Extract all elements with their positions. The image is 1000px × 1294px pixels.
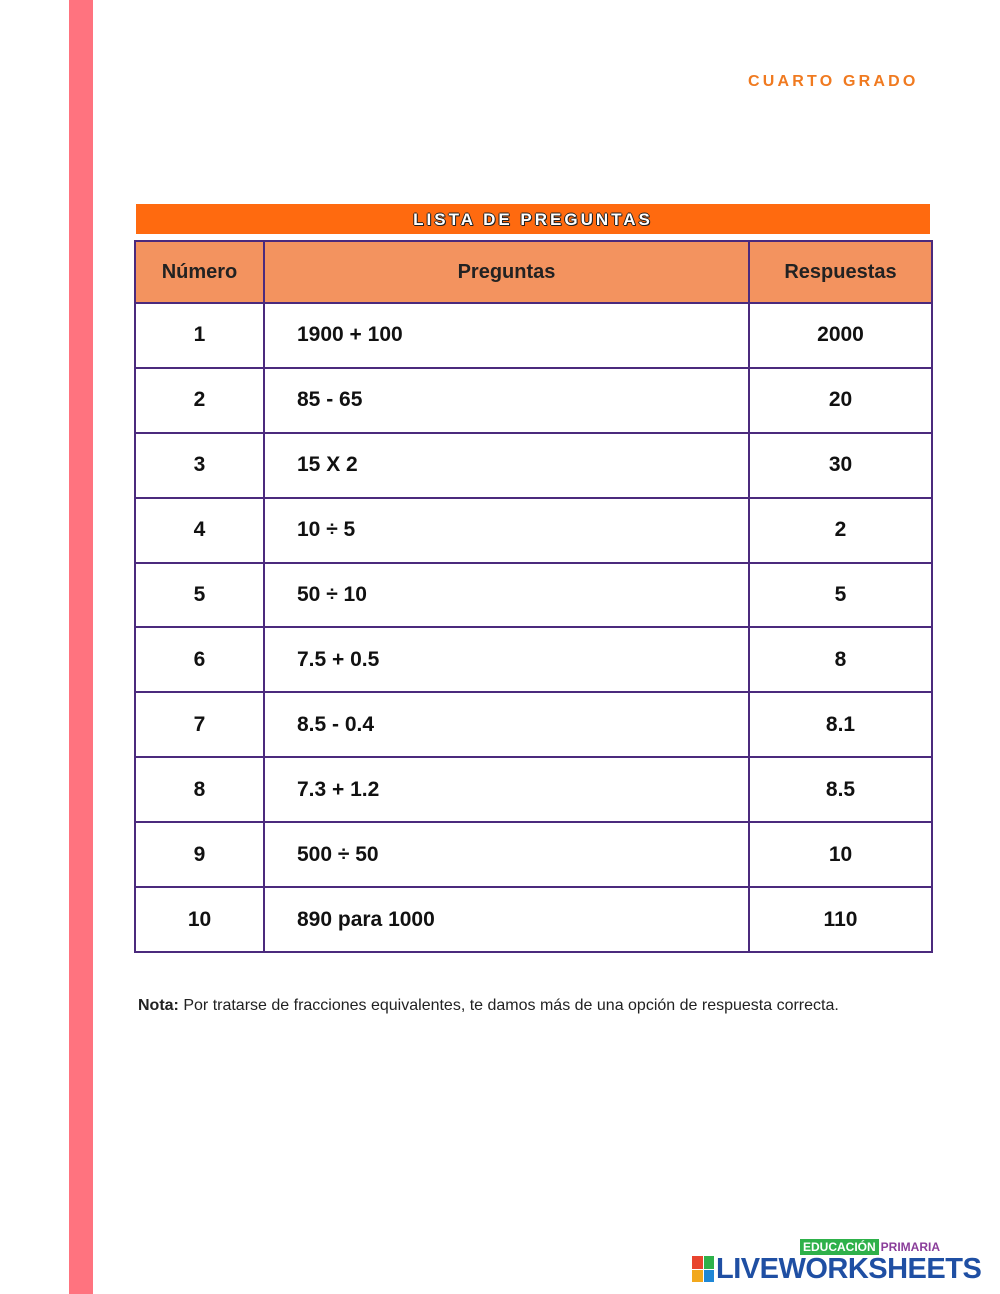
row-question: 890 para 1000 bbox=[264, 887, 749, 952]
row-number: 5 bbox=[135, 563, 264, 628]
column-header-number: Número bbox=[135, 241, 264, 303]
liveworksheets-logo bbox=[692, 1238, 992, 1288]
row-answer[interactable]: 110 bbox=[749, 887, 932, 952]
edu-label: EDUCACIÓN bbox=[800, 1239, 879, 1255]
table-title: LISTA DE PREGUNTAS bbox=[136, 204, 930, 234]
row-question: 10 ÷ 5 bbox=[264, 498, 749, 563]
table-row bbox=[135, 887, 932, 952]
table-row bbox=[135, 433, 932, 498]
table-row bbox=[135, 692, 932, 757]
row-question: 1900 + 100 bbox=[264, 303, 749, 368]
live-blocks-icon bbox=[692, 1256, 714, 1282]
row-answer[interactable]: 8.5 bbox=[749, 757, 932, 822]
page-margin-bar bbox=[69, 0, 93, 1294]
row-question: 85 - 65 bbox=[264, 368, 749, 433]
row-number: 7 bbox=[135, 692, 264, 757]
row-number: 2 bbox=[135, 368, 264, 433]
row-answer[interactable]: 10 bbox=[749, 822, 932, 887]
row-question: 8.5 - 0.4 bbox=[264, 692, 749, 757]
column-header-questions: Preguntas bbox=[264, 241, 749, 303]
table-row bbox=[135, 368, 932, 433]
row-question: 50 ÷ 10 bbox=[264, 563, 749, 628]
questions-table bbox=[134, 240, 933, 953]
brand-wordmark bbox=[692, 1254, 981, 1284]
note bbox=[138, 997, 938, 1015]
row-question: 500 ÷ 50 bbox=[264, 822, 749, 887]
table-row bbox=[135, 757, 932, 822]
table-row bbox=[135, 498, 932, 563]
note-label: Nota: bbox=[138, 997, 179, 1014]
table-row bbox=[135, 303, 932, 368]
table-row bbox=[135, 563, 932, 628]
row-answer[interactable]: 2 bbox=[749, 498, 932, 563]
grade-label: CUARTO GRADO bbox=[748, 73, 919, 90]
row-answer[interactable]: 30 bbox=[749, 433, 932, 498]
primaria-label: PRIMARIA bbox=[880, 1240, 941, 1254]
column-header-answers: Respuestas bbox=[749, 241, 932, 303]
table-row bbox=[135, 627, 932, 692]
row-number: 10 bbox=[135, 887, 264, 952]
note-text: Por tratarse de fracciones equivalentes, te damos más de una opción de respuesta correcta. bbox=[183, 997, 839, 1014]
table-header-row bbox=[135, 241, 932, 303]
brand-name: LIVEWORKSHEETS bbox=[716, 1252, 982, 1285]
row-answer[interactable]: 8 bbox=[749, 627, 932, 692]
row-number: 4 bbox=[135, 498, 264, 563]
table-row bbox=[135, 822, 932, 887]
row-answer[interactable]: 8.1 bbox=[749, 692, 932, 757]
row-question: 15 X 2 bbox=[264, 433, 749, 498]
row-answer[interactable]: 2000 bbox=[749, 303, 932, 368]
row-question: 7.3 + 1.2 bbox=[264, 757, 749, 822]
row-number: 9 bbox=[135, 822, 264, 887]
row-number: 1 bbox=[135, 303, 264, 368]
row-number: 8 bbox=[135, 757, 264, 822]
row-answer[interactable]: 20 bbox=[749, 368, 932, 433]
row-answer[interactable]: 5 bbox=[749, 563, 932, 628]
row-question: 7.5 + 0.5 bbox=[264, 627, 749, 692]
row-number: 3 bbox=[135, 433, 264, 498]
row-number: 6 bbox=[135, 627, 264, 692]
